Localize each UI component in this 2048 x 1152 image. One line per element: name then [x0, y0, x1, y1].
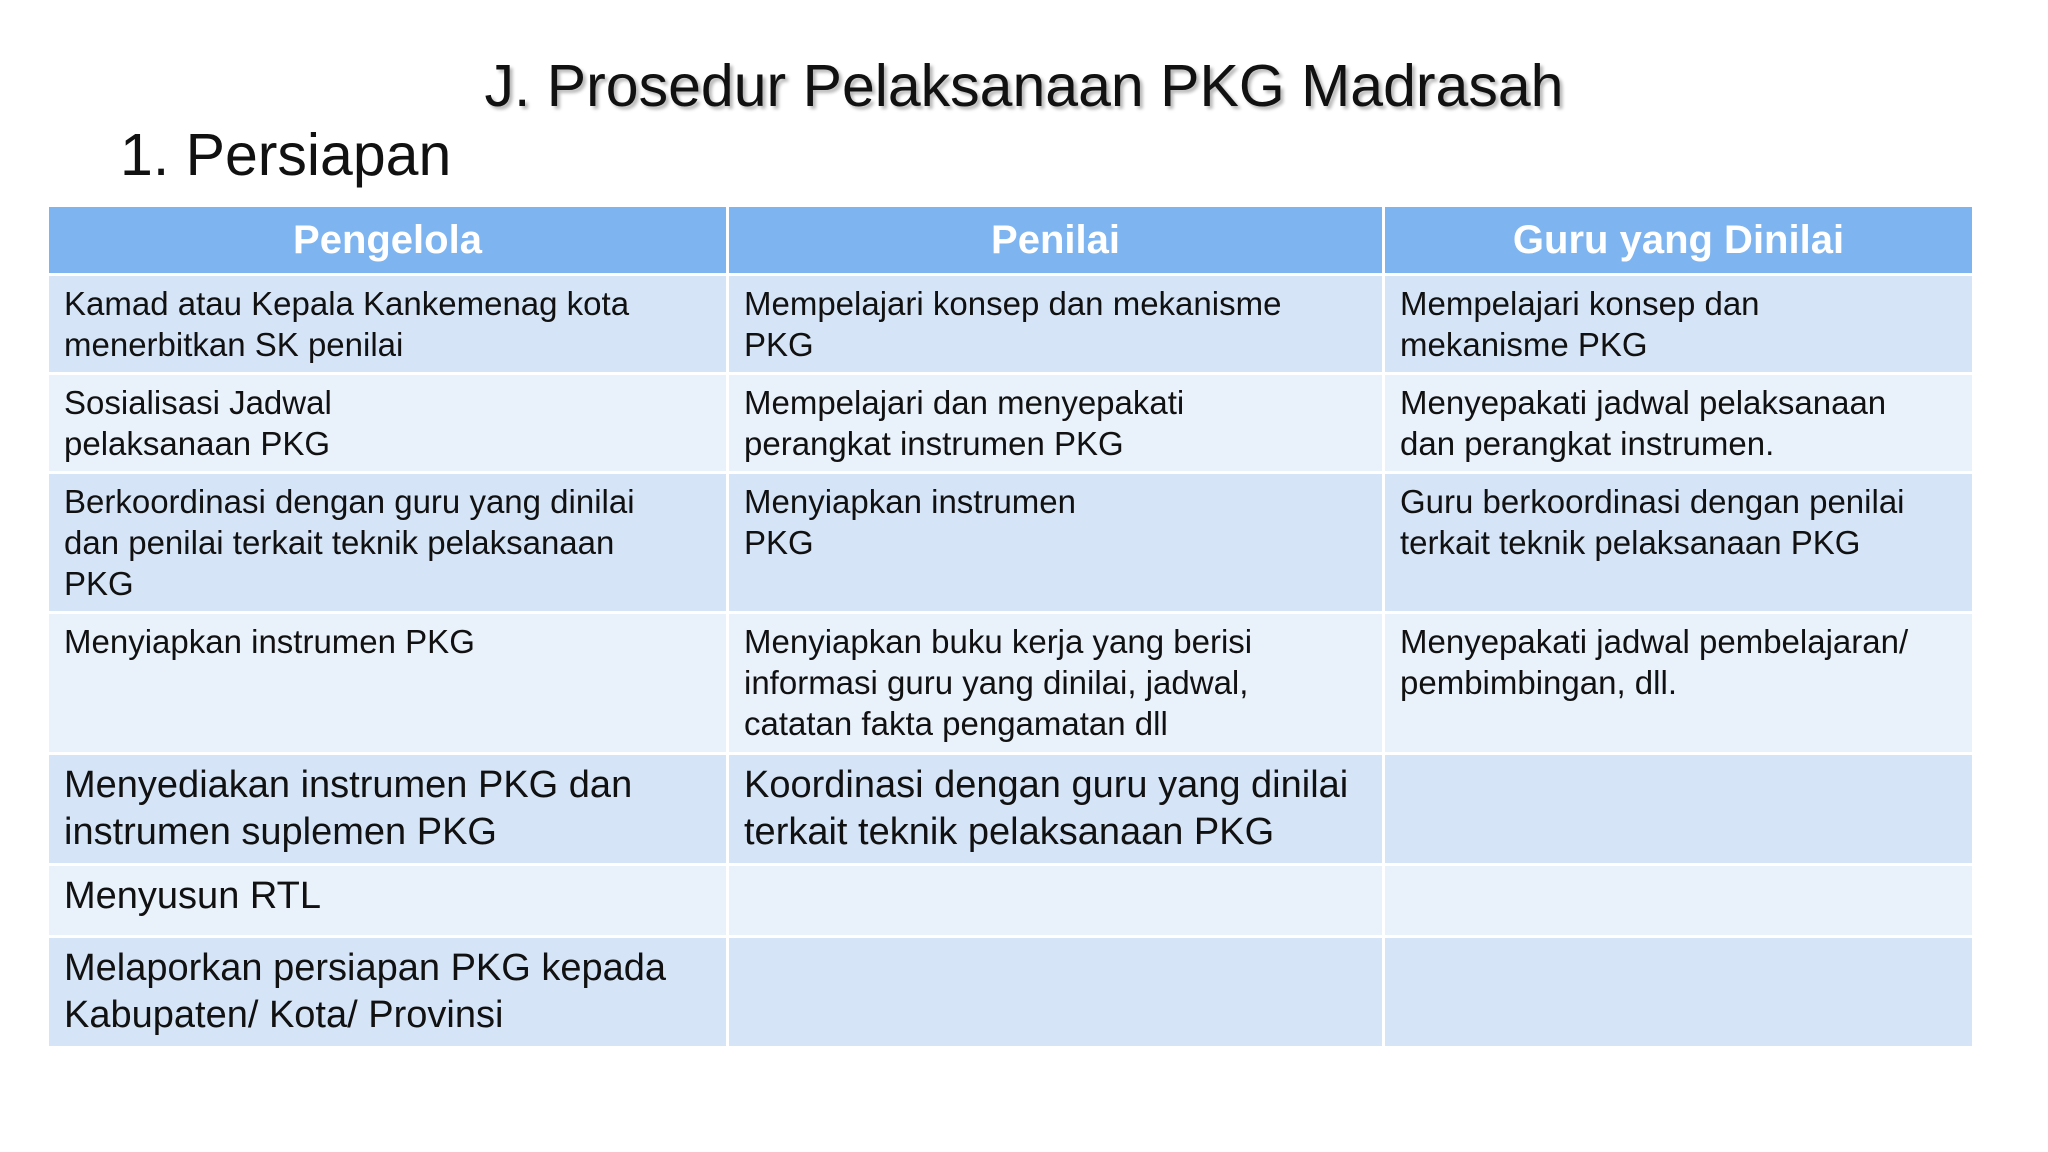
table-cell [1384, 865, 1974, 937]
table-header-row [48, 206, 1974, 275]
cell-text: Mempelajari dan menyepakati perangkat instrumen PKG [744, 384, 1185, 462]
table-cell [728, 613, 1384, 754]
table-cell [48, 865, 728, 937]
cell-text: Menyepakati jadwal pelaksanaan dan perangkat instrumen. [1400, 384, 1887, 462]
table-cell [728, 374, 1384, 473]
table-cell [728, 865, 1384, 937]
table-cell [48, 275, 728, 374]
slide-title: J. Prosedur Pelaksanaan PKG Madrasah [484, 53, 1564, 119]
cell-text: Mempelajari konsep dan mekanisme PKG [744, 285, 1282, 363]
table-cell [728, 937, 1384, 1048]
table-cell [48, 754, 728, 865]
cell-text: Menyepakati jadwal pembelajaran/ pembimbingan, dll. [1400, 623, 1909, 701]
table-cell [728, 275, 1384, 374]
table-row [48, 937, 1974, 1048]
table-cell [1384, 937, 1974, 1048]
section-title: 1. Persiapan [120, 122, 452, 188]
procedure-table [46, 204, 1975, 1049]
table-row [48, 275, 1974, 374]
table-cell [1384, 613, 1974, 754]
cell-text: Sosialisasi Jadwal pelaksanaan PKG [64, 384, 332, 462]
cell-text: Guru berkoordinasi dengan penilai terkait teknik pelaksanaan PKG [1400, 483, 1905, 561]
column-header-penilai: Penilai [728, 206, 1384, 275]
table-row [48, 613, 1974, 754]
table-cell [1384, 754, 1974, 865]
procedure-table-container [46, 204, 1972, 1049]
cell-text: Koordinasi dengan guru yang dinilai terkait teknik pelaksanaan PKG [744, 764, 1349, 853]
cell-text: Melaporkan persiapan PKG kepada Kabupaten/ Kota/ Provinsi [64, 947, 667, 1036]
table-cell [1384, 473, 1974, 613]
cell-text: Mempelajari konsep dan mekanisme PKG [1400, 285, 1760, 363]
table-cell [1384, 374, 1974, 473]
table-cell [48, 613, 728, 754]
table-cell [1384, 275, 1974, 374]
table-row [48, 865, 1974, 937]
table-row [48, 473, 1974, 613]
table-cell [48, 374, 728, 473]
table-cell [728, 473, 1384, 613]
cell-text: Menyiapkan buku kerja yang berisi informasi guru yang dinilai, jadwal, catatan fakta pengamatan dll [744, 623, 1253, 742]
cell-text: Menyiapkan instrumen PKG [744, 483, 1076, 561]
column-header-pengelola: Pengelola [48, 206, 728, 275]
table-cell [728, 754, 1384, 865]
column-header-guru-dinilai: Guru yang Dinilai [1384, 206, 1974, 275]
table-cell [48, 937, 728, 1048]
cell-text: Menyiapkan instrumen PKG [64, 623, 475, 660]
table-row [48, 374, 1974, 473]
table-cell [48, 473, 728, 613]
cell-text: Kamad atau Kepala Kankemenag kota menerbitkan SK penilai [64, 285, 630, 363]
cell-text: Berkoordinasi dengan guru yang dinilai dan penilai terkait teknik pelaksanaan PKG [64, 483, 635, 602]
cell-text: Menyusun RTL [64, 875, 321, 917]
cell-text: Menyediakan instrumen PKG dan instrumen suplemen PKG [64, 764, 633, 853]
table-row [48, 754, 1974, 865]
